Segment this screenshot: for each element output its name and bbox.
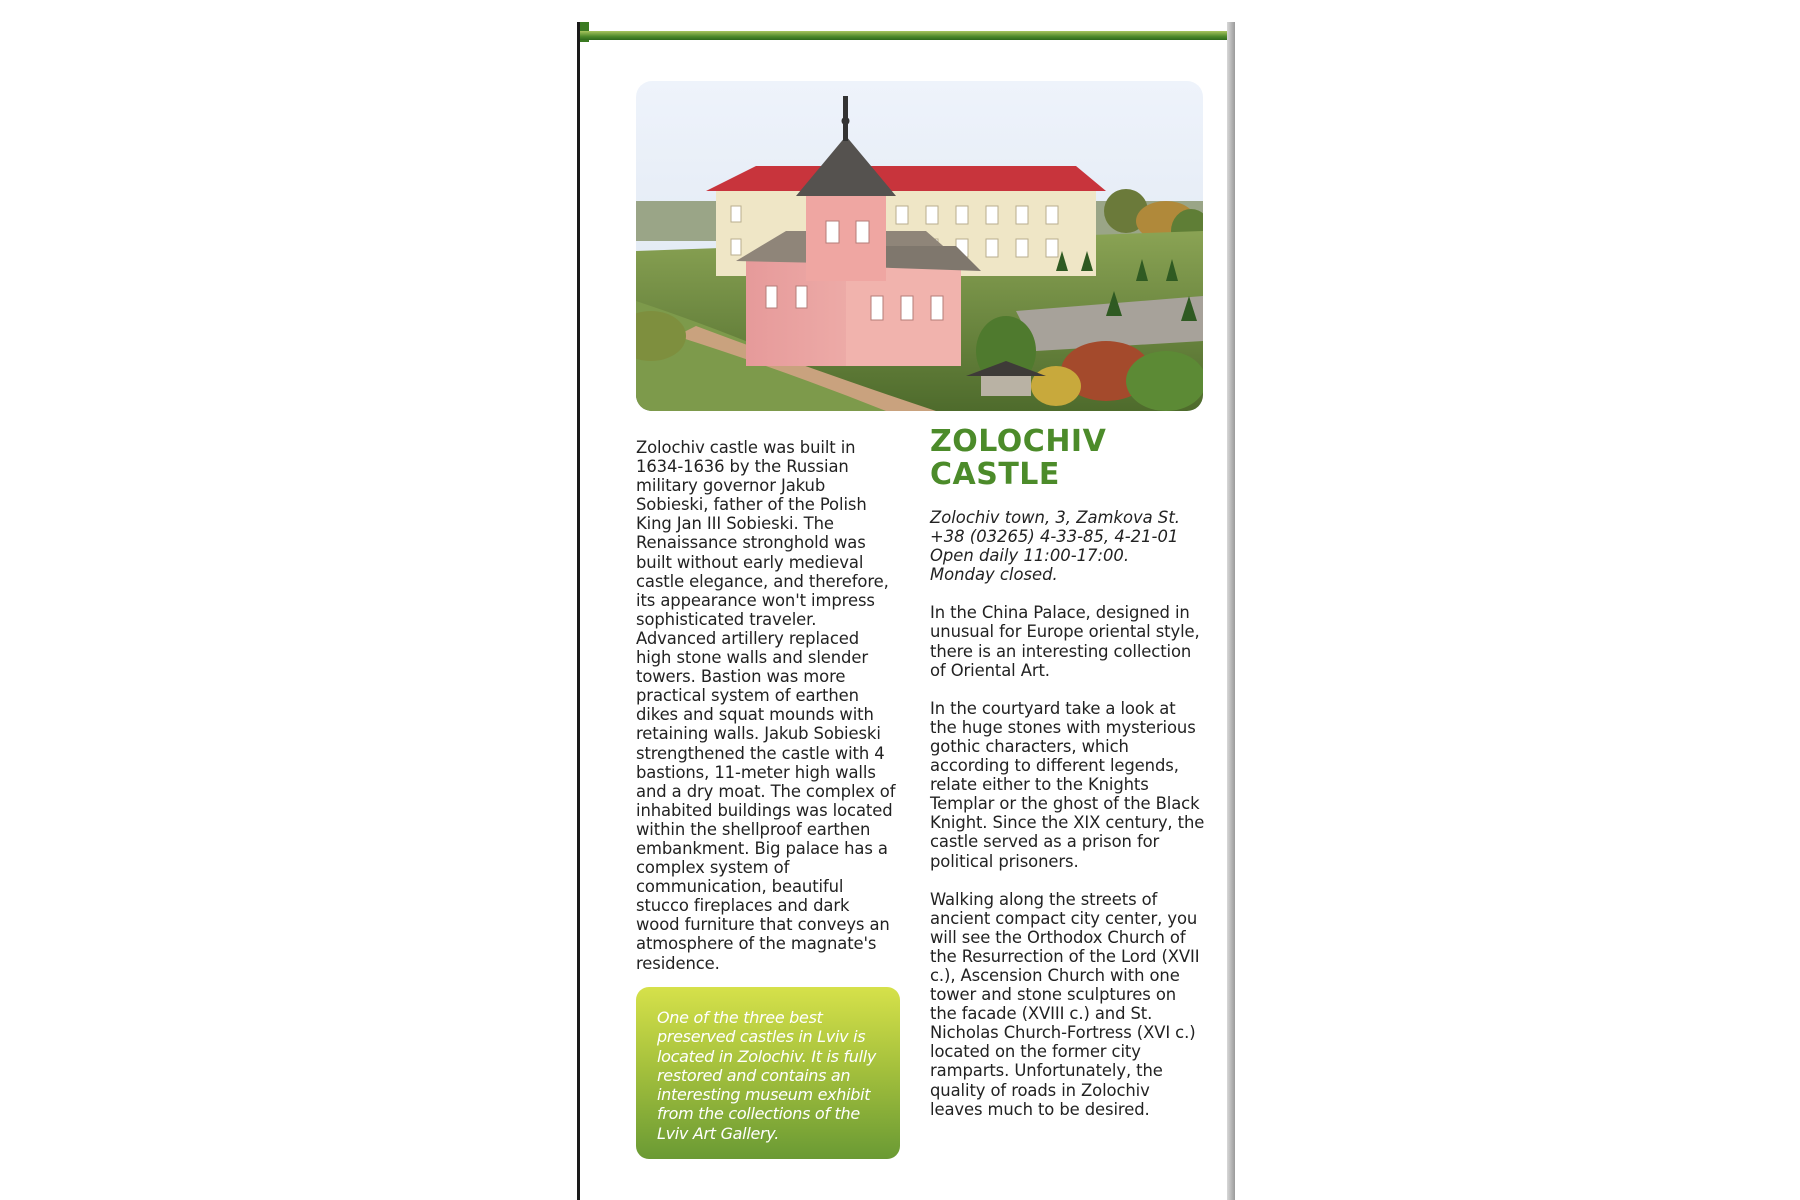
address-street: Zolochiv town, 3, Zamkova St. (930, 508, 1180, 527)
top-green-rule (580, 31, 1228, 40)
address-block (930, 508, 1205, 584)
article-title (930, 425, 1205, 491)
highlight-callout: One of the three best preserved castles in Lviv is located in Zolochiv. It is fully restored and contains an interesting museum exhibit from the collections of the Lviv Art Gallery. (636, 987, 900, 1159)
left-column-text: Zolochiv castle was built in 1634-1636 by the Russian military governor Jakub Sobieski, father of the Polish King Jan III Sobieski. The Renaissance stronghold was built without early medieval castle elegance, and therefore, its appearance won't impress sophisticated traveler. Advanced artillery replaced high stone walls and slender towers. Bastion was more practical system of earthen dikes and squat mounds with retaining walls. Jakub Sobieski strengthened the castle with 4 bastions, 11-meter high walls and a dry moat. The complex of inhabited buildings was located within the shellproof earthen embankment. Big palace has a complex system of communication, beautiful stucco fireplaces and dark wood furniture that conveys an atmosphere of the magnate's residence. (636, 438, 896, 973)
opening-hours: Open daily 11:00-17:00. (930, 546, 1130, 566)
right-column (930, 425, 1205, 1119)
paragraph-china-palace: In the China Palace, designed in unusual for Europe oriental style, there is an interesting collection of Oriental Art. (930, 603, 1200, 680)
paragraph-courtyard: In the courtyard take a look at the huge stones with mysterious gothic characters, which according to different legends, relate either to the Knights Templar or the ghost of the Black Knight. Since the XIX century, the castle served as a prison for political prisoners. (930, 698, 1205, 871)
paragraph-city-center: Walking along the streets of ancient compact city center, you will see the Orthodox Church of the Resurrection of the Lord (XVII c.), Ascension Church with one tower and stone sculptures on the facade (XVIII c.) and St. Nicholas Church-Fortress (XVI c.) located on the former city ramparts. Unfortunately, the quality of roads in Zolochiv leaves much to be desired. (930, 889, 1200, 1119)
title-line-2: CASTLE (930, 457, 1060, 492)
brochure-page (577, 22, 1235, 1200)
page-edge (1227, 22, 1235, 1200)
castle-illustration (636, 81, 1203, 411)
title-line-1: ZOLOCHIV (930, 424, 1107, 459)
address-phone: +38 (03265) 4-33-85, 4-21-01 (930, 527, 1179, 547)
castle-photo (636, 81, 1203, 411)
closed-day: Monday closed. (930, 565, 1058, 585)
